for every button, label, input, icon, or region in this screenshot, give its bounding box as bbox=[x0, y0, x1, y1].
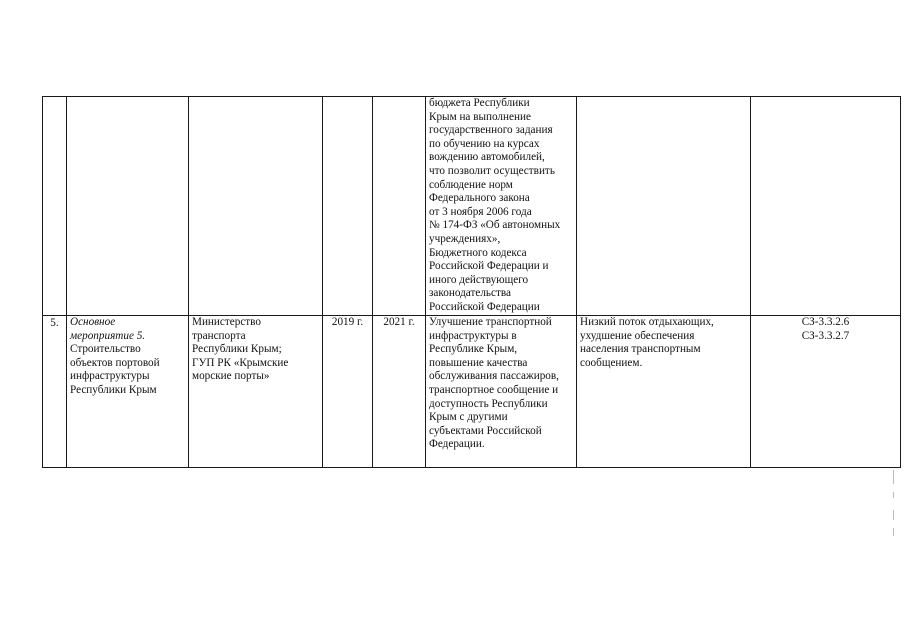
cell-expected-result bbox=[426, 97, 577, 316]
result-line: вождению автомобилей, bbox=[429, 151, 545, 164]
consequence-line: ухудшение обеспечения bbox=[580, 329, 695, 342]
result-line: Федерального закона bbox=[429, 192, 530, 205]
cell-number bbox=[43, 97, 67, 316]
result-line: обслуживания пассажиров, bbox=[429, 370, 559, 383]
result-line: иного действующего bbox=[429, 273, 529, 286]
result-line: по обучению на курсах bbox=[429, 137, 540, 150]
code-line: СЗ-3.3.2.7 bbox=[801, 329, 850, 342]
cell-consequences bbox=[577, 97, 751, 316]
consequence-line: сообщением. bbox=[580, 356, 643, 369]
cell-start-year: 2019 г. bbox=[323, 316, 373, 468]
event-title-line: мероприятие 5. bbox=[70, 329, 146, 342]
cell-consequences bbox=[577, 316, 751, 468]
result-line: инфраструктуры в bbox=[429, 329, 517, 342]
result-line: Бюджетного кодекса bbox=[429, 246, 527, 259]
result-line: № 174-ФЗ «Об автономных bbox=[429, 219, 561, 232]
event-title-line: Основное bbox=[70, 316, 116, 328]
cell-event bbox=[67, 316, 189, 468]
result-line: Крым с другими bbox=[429, 411, 508, 424]
cell-expected-result bbox=[426, 316, 577, 468]
event-line: Строительство bbox=[70, 343, 141, 356]
result-line: Российской Федерации bbox=[429, 300, 540, 313]
result-line: субъектами Российской bbox=[429, 424, 542, 437]
table-row-continuation bbox=[43, 97, 901, 316]
executor-line: морские порты» bbox=[192, 370, 270, 383]
event-line: инфраструктуры bbox=[70, 370, 150, 383]
cell-executor bbox=[189, 316, 323, 468]
result-line: бюджета Республики bbox=[429, 97, 530, 109]
cell-end-year: 2021 г. bbox=[373, 316, 426, 468]
cell-end-year bbox=[373, 97, 426, 316]
result-line: повышение качества bbox=[429, 356, 528, 369]
executor-line: Республики Крым; bbox=[192, 343, 282, 356]
cell-codes bbox=[751, 97, 901, 316]
event-line: объектов портовой bbox=[70, 356, 160, 369]
result-line: соблюдение норм bbox=[429, 178, 513, 191]
result-line: от 3 ноября 2006 года bbox=[429, 205, 532, 218]
result-line: Республике Крым, bbox=[429, 343, 518, 356]
result-line: транспортное сообщение и bbox=[429, 383, 559, 396]
result-line: законодательства bbox=[429, 287, 511, 300]
cell-event bbox=[67, 97, 189, 316]
result-line: доступность Республики bbox=[429, 397, 548, 410]
executor-line: транспорта bbox=[192, 329, 246, 342]
code-line: СЗ-3.3.2.6 bbox=[801, 316, 850, 328]
executor-line: Министерство bbox=[192, 316, 261, 328]
result-line: Российской Федерации и bbox=[429, 260, 549, 273]
result-line: Крым на выполнение bbox=[429, 110, 531, 123]
cell-number: 5. bbox=[43, 316, 67, 468]
table-row-5 bbox=[43, 316, 901, 468]
executor-line: ГУП РК «Крымские bbox=[192, 356, 289, 369]
result-line: государственного задания bbox=[429, 124, 553, 137]
consequence-line: Низкий поток отдыхающих, bbox=[580, 316, 714, 328]
program-table bbox=[42, 96, 901, 468]
result-line: учреждениях», bbox=[429, 232, 501, 245]
result-line: что позволит осуществить bbox=[429, 164, 555, 177]
result-line: Улучшение транспортной bbox=[429, 316, 552, 328]
cell-executor bbox=[189, 97, 323, 316]
consequence-line: населения транспортным bbox=[580, 343, 701, 356]
cell-start-year bbox=[323, 97, 373, 316]
cell-codes bbox=[751, 316, 901, 468]
scan-edge-marks bbox=[891, 470, 897, 540]
event-line: Республики Крым bbox=[70, 383, 157, 396]
result-line: Федерации. bbox=[429, 438, 485, 451]
